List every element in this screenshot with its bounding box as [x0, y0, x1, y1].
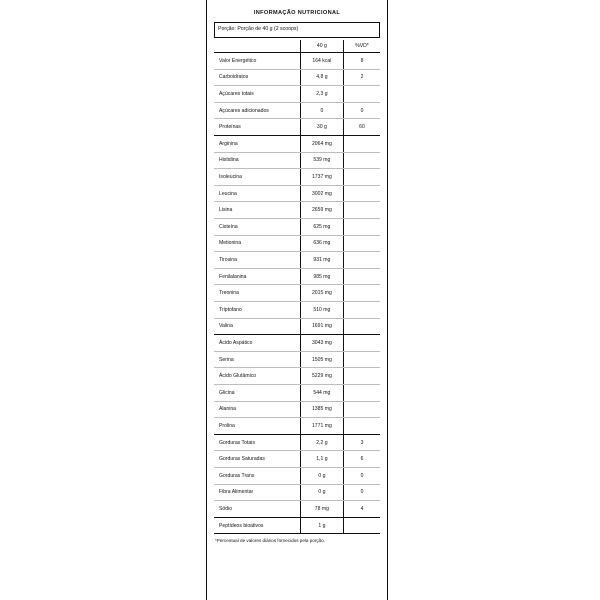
nutrient-amount: 1 g — [300, 517, 343, 534]
nutrient-daily-value — [343, 136, 380, 153]
column-header-amount: 40 g — [300, 40, 343, 53]
table-row — [214, 102, 380, 119]
nutrient-amount: 1691 mg — [300, 318, 343, 335]
table-row — [214, 501, 380, 518]
nutrient-name: Proteínas — [214, 119, 300, 136]
portion-value: Porção de 40 g (2 scoops) — [237, 26, 299, 33]
nutrient-name: Sódio — [214, 501, 300, 518]
nutrient-daily-value: 0 — [343, 467, 380, 484]
table-header-row — [214, 40, 380, 53]
nutrient-amount: 4,8 g — [300, 69, 343, 86]
nutrient-amount: 3002 mg — [300, 185, 343, 202]
nutrient-name: Treonina — [214, 285, 300, 302]
nutrient-name: Peptídeos bioativos — [214, 517, 300, 534]
nutrient-daily-value — [343, 252, 380, 269]
table-row — [214, 202, 380, 219]
nutrient-amount: 985 mg — [300, 268, 343, 285]
nutrient-daily-value: 6 — [343, 451, 380, 468]
nutrient-daily-value: 60 — [343, 119, 380, 136]
footnote: *Percentual de valores diários fornecidos pela porção. — [215, 537, 326, 543]
nutrient-daily-value — [343, 517, 380, 534]
nutrient-daily-value — [343, 219, 380, 236]
nutrient-amount: 1385 mg — [300, 401, 343, 418]
nutrient-name: Valina — [214, 318, 300, 335]
nutrient-amount: 931 mg — [300, 252, 343, 269]
column-header-name — [214, 40, 300, 53]
nutrient-name: Glicina — [214, 384, 300, 401]
nutrient-name: Serina — [214, 351, 300, 368]
nutrient-daily-value — [343, 285, 380, 302]
nutrient-name: Fibra Alimentar — [214, 484, 300, 501]
nutrient-daily-value — [343, 86, 380, 103]
table-row — [214, 136, 380, 153]
nutrient-name: Ácido Aspático — [214, 335, 300, 352]
nutrient-daily-value — [343, 335, 380, 352]
nutrient-name: Fenilalanina — [214, 268, 300, 285]
table-row — [214, 219, 380, 236]
nutrient-amount: 2659 mg — [300, 202, 343, 219]
table-row — [214, 235, 380, 252]
nutrition-table-body — [214, 40, 380, 534]
nutrient-daily-value — [343, 235, 380, 252]
nutrient-amount: 539 mg — [300, 152, 343, 169]
table-row — [214, 69, 380, 86]
table-row — [214, 335, 380, 352]
nutrient-amount: 3043 mg — [300, 335, 343, 352]
nutrient-amount: 1737 mg — [300, 169, 343, 186]
nutrient-amount: 0 g — [300, 484, 343, 501]
nutrient-name: Histidina — [214, 152, 300, 169]
table-row — [214, 302, 380, 319]
nutrient-name: Açúcares adicionados — [214, 102, 300, 119]
nutrient-daily-value — [343, 152, 380, 169]
nutrient-daily-value — [343, 351, 380, 368]
table-row — [214, 268, 380, 285]
nutrient-amount: 78 mg — [300, 501, 343, 518]
nutrient-amount: 544 mg — [300, 384, 343, 401]
table-row — [214, 484, 380, 501]
nutrient-daily-value: 0 — [343, 484, 380, 501]
table-row — [214, 53, 380, 70]
nutrition-facts-panel — [206, 0, 388, 600]
table-row — [214, 252, 380, 269]
nutrient-name: Carboidratos — [214, 69, 300, 86]
nutrient-daily-value — [343, 185, 380, 202]
table-row — [214, 351, 380, 368]
table-row — [214, 401, 380, 418]
portion-label: Porção: — [218, 26, 236, 33]
nutrient-daily-value — [343, 401, 380, 418]
table-row — [214, 368, 380, 385]
table-row — [214, 119, 380, 136]
nutrient-name: Ácido Glutâmico — [214, 368, 300, 385]
table-row — [214, 517, 380, 534]
table-row — [214, 169, 380, 186]
nutrient-daily-value: 8 — [343, 53, 380, 70]
table-row — [214, 418, 380, 435]
nutrient-amount: 625 mg — [300, 219, 343, 236]
nutrient-daily-value — [343, 384, 380, 401]
table-row — [214, 434, 380, 451]
nutrient-daily-value: 0 — [343, 102, 380, 119]
nutrient-name: Triptofano — [214, 302, 300, 319]
nutrient-name: Cisteína — [214, 219, 300, 236]
nutrient-amount: 510 mg — [300, 302, 343, 319]
nutrient-amount: 2,3 g — [300, 86, 343, 103]
nutrient-name: Alanina — [214, 401, 300, 418]
nutrient-name: Isoleucina — [214, 169, 300, 186]
nutrient-amount: 0 — [300, 102, 343, 119]
table-row — [214, 318, 380, 335]
nutrient-daily-value — [343, 202, 380, 219]
nutrient-name: Tirosina — [214, 252, 300, 269]
nutrient-amount: 2015 mg — [300, 285, 343, 302]
table-row — [214, 384, 380, 401]
nutrition-table — [214, 40, 380, 534]
table-row — [214, 152, 380, 169]
nutrient-name: Leucina — [214, 185, 300, 202]
page-title: INFORMAÇÃO NUTRICIONAL — [253, 10, 341, 16]
nutrient-daily-value — [343, 169, 380, 186]
nutrient-amount: 5229 mg — [300, 368, 343, 385]
nutrient-daily-value — [343, 418, 380, 435]
table-row — [214, 86, 380, 103]
column-header-dv: %VD* — [343, 40, 380, 53]
nutrient-name: Prolina — [214, 418, 300, 435]
nutrient-amount: 1,1 g — [300, 451, 343, 468]
nutrient-amount: 2,2 g — [300, 434, 343, 451]
nutrient-name: Metionina — [214, 235, 300, 252]
nutrient-name: Açúcares totais — [214, 86, 300, 103]
nutrient-name: Gorduras Trans — [214, 467, 300, 484]
nutrient-amount: 164 kcal — [300, 53, 343, 70]
nutrient-daily-value — [343, 302, 380, 319]
table-row — [214, 451, 380, 468]
nutrient-name: Lisina — [214, 202, 300, 219]
table-row — [214, 185, 380, 202]
nutrient-name: Valor Energético — [214, 53, 300, 70]
nutrient-amount: 30 g — [300, 119, 343, 136]
nutrient-amount: 0 g — [300, 467, 343, 484]
portion-row — [214, 22, 380, 38]
nutrient-daily-value: 2 — [343, 69, 380, 86]
nutrient-daily-value — [343, 318, 380, 335]
nutrient-amount: 636 mg — [300, 235, 343, 252]
nutrient-daily-value: 4 — [343, 501, 380, 518]
nutrient-amount: 1771 mg — [300, 418, 343, 435]
nutrient-daily-value — [343, 268, 380, 285]
table-row — [214, 467, 380, 484]
nutrient-amount: 1505 mg — [300, 351, 343, 368]
nutrient-daily-value — [343, 368, 380, 385]
nutrient-name: Arginina — [214, 136, 300, 153]
table-row — [214, 285, 380, 302]
nutrient-name: Gorduras Totais — [214, 434, 300, 451]
nutrient-amount: 2064 mg — [300, 136, 343, 153]
nutrient-name: Gorduras Saturadas — [214, 451, 300, 468]
nutrient-daily-value: 3 — [343, 434, 380, 451]
